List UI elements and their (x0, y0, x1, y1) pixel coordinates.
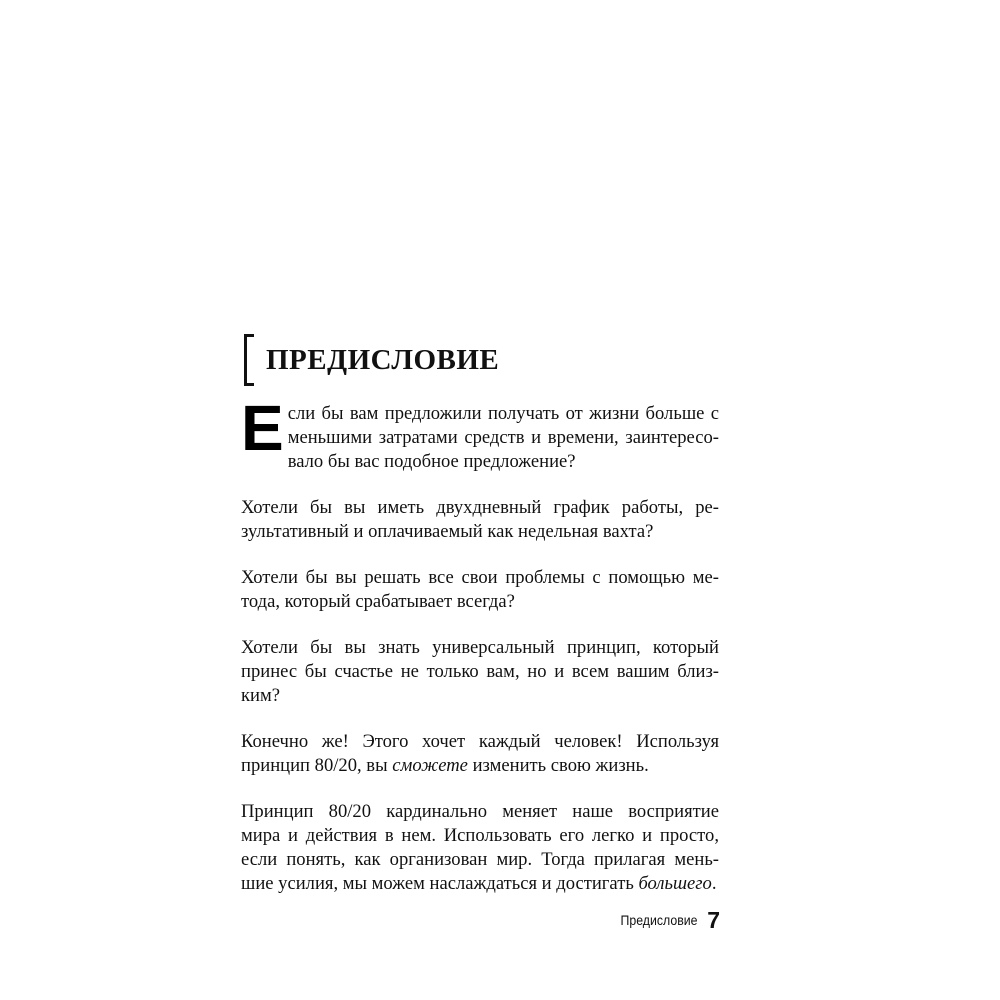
text-line: Принцип 80/20 кардинально меняет наше восприятие (241, 801, 719, 822)
text-line (241, 754, 719, 778)
text-line: если понять, как организован мир. Тогда прилагая мень- (241, 849, 719, 870)
text-line: тода, который срабатывает всегда? (241, 591, 515, 612)
paragraph-5 (241, 730, 719, 778)
text-line: зультативный и оплачиваемый как недельная вахта? (241, 521, 654, 542)
page-number: 7 (707, 906, 720, 933)
text-line: Хотели бы вы решать все свои проблемы с помощью ме- (241, 567, 719, 588)
text-line: принес бы счастье не только вам, но и всем вашим близ- (241, 661, 719, 682)
emphasis-text: сможете (392, 755, 468, 776)
emphasis-text: большего (638, 873, 712, 894)
text-line: Хотели бы вы знать универсальный принцип, который (241, 637, 719, 658)
text-line (241, 872, 719, 896)
text-line: мира и действия в нем. Использовать его легко и просто, (241, 825, 719, 846)
chapter-heading-block (244, 332, 499, 388)
text-line: ким? (241, 685, 281, 706)
paragraph-4 (241, 636, 719, 708)
text-line: вало бы вас подобное предложение? (287, 451, 576, 472)
text-line: меньшими затратами средств и времени, заинтересо- (287, 427, 719, 448)
paragraph-3 (241, 566, 719, 614)
paragraph-1 (241, 392, 719, 474)
text-run: . (711, 873, 717, 894)
text-run: шие усилия, мы можем наслаждаться и достигать (241, 873, 639, 894)
page-footer (620, 906, 720, 934)
text-line: Конечно же! Этого хочет каждый человек! Используя (241, 731, 719, 752)
text-line: Хотели бы вы иметь двухдневный график работы, ре- (241, 497, 719, 518)
body-text (241, 392, 719, 918)
chapter-title: ПРЕДИСЛОВИЕ (266, 343, 500, 376)
text-line: сли бы вам предложили получать от жизни больше с (287, 403, 719, 424)
text-run: принцип 80/20, вы (241, 755, 393, 776)
paragraph-6 (241, 800, 719, 896)
heading-bracket-ornament (244, 334, 254, 386)
running-head: Предисловие (620, 912, 698, 928)
text-run: изменить свою жизнь. (467, 755, 649, 776)
paragraph-2 (241, 496, 719, 544)
drop-cap: Е (241, 392, 284, 464)
